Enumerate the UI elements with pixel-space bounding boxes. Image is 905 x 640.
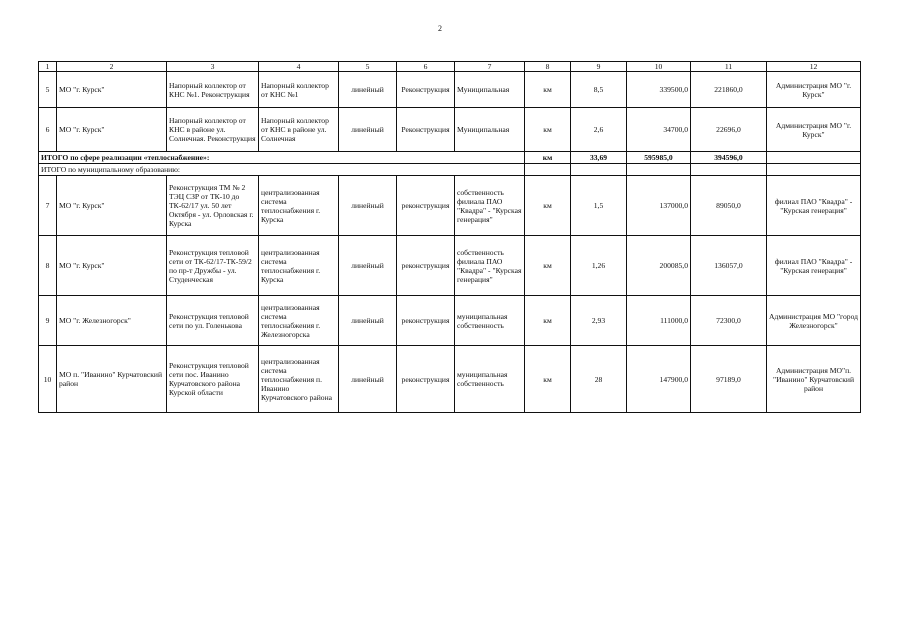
- event-name: Напорный коллектор от КНС №1. Реконструкция: [167, 72, 259, 108]
- object-kind: линейный: [339, 296, 397, 346]
- municipality: МО "г. Железногорск": [57, 296, 167, 346]
- ownership: собственность филиала ПАО "Квадра" - "Курская генерация": [455, 236, 525, 296]
- event-name: Реконструкция ТМ № 2 ТЭЦ СЗР от ТК-10 до ТК-62/17 ул. 50 лет Октября - ул. Орловская г. Курска: [167, 176, 259, 236]
- event-name: Реконструкция тепловой сети по ул. Голенькова: [167, 296, 259, 346]
- col-header: 4: [259, 62, 339, 72]
- page-number: 2: [438, 24, 442, 33]
- table-row: [39, 236, 861, 296]
- other-value: 136057,0: [691, 236, 767, 296]
- col-header: 5: [339, 62, 397, 72]
- work-type: Реконструкция: [397, 72, 455, 108]
- owner: Администрация МО "г. Курск": [767, 72, 861, 108]
- length: 1,26: [571, 236, 627, 296]
- col-header: 9: [571, 62, 627, 72]
- row-number: 7: [39, 176, 57, 236]
- ownership: муниципальная собственность: [455, 346, 525, 413]
- length: 28: [571, 346, 627, 413]
- total-length: 33,69: [571, 152, 627, 164]
- object-kind: линейный: [339, 108, 397, 152]
- col-header: 7: [455, 62, 525, 72]
- object-name: Напорный коллектор от КНС №1: [259, 72, 339, 108]
- cost: 111000,0: [627, 296, 691, 346]
- object-name: Напорный коллектор от КНС в районе ул. Солнечная: [259, 108, 339, 152]
- unit: км: [525, 236, 571, 296]
- row-number: 6: [39, 108, 57, 152]
- row-number: 5: [39, 72, 57, 108]
- row-number: 10: [39, 346, 57, 413]
- cost: 200085,0: [627, 236, 691, 296]
- owner: филиал ПАО "Квадра" -"Курская генерация": [767, 176, 861, 236]
- other-value: 22696,0: [691, 108, 767, 152]
- work-type: реконструкция: [397, 296, 455, 346]
- length: 2,6: [571, 108, 627, 152]
- cost: 147900,0: [627, 346, 691, 413]
- total-sphere-row: [39, 152, 861, 164]
- work-type: реконструкция: [397, 176, 455, 236]
- event-name: Реконструкция тепловой сети от ТК-62/17-ТК-59/2 по пр-т Дружбы - ул. Студенческая: [167, 236, 259, 296]
- ownership: Муниципальная: [455, 108, 525, 152]
- total-unit: км: [525, 152, 571, 164]
- col-header: 2: [57, 62, 167, 72]
- unit: км: [525, 296, 571, 346]
- owner: филиал ПАО "Квадра" -"Курская генерация": [767, 236, 861, 296]
- unit: км: [525, 72, 571, 108]
- other-value: 72300,0: [691, 296, 767, 346]
- object-name: централизованная система теплоснабжения п. Иванино Курчатовского района: [259, 346, 339, 413]
- col-header: 11: [691, 62, 767, 72]
- event-name: Напорный коллектор от КНС в районе ул. Солнечная. Реконструкция: [167, 108, 259, 152]
- total-cost: 595985,0: [627, 152, 691, 164]
- municipality: МО "г. Курск": [57, 236, 167, 296]
- total-sphere-label: ИТОГО по сфере реализации «теплоснабжение»:: [39, 152, 525, 164]
- work-type: реконструкция: [397, 346, 455, 413]
- owner: Администрация МО "город Железногорск": [767, 296, 861, 346]
- unit: км: [525, 346, 571, 413]
- event-name: Реконструкция тепловой сети пос. Иванино Курчатовского района Курской области: [167, 346, 259, 413]
- work-type: Реконструкция: [397, 108, 455, 152]
- row-number: 8: [39, 236, 57, 296]
- cost: 137000,0: [627, 176, 691, 236]
- column-number-row: [39, 62, 861, 72]
- object-name: централизованная система теплоснабжения г. Железногорска: [259, 296, 339, 346]
- col-header: 6: [397, 62, 455, 72]
- owner: Администрация МО"п. "Иванино" Курчатовский район: [767, 346, 861, 413]
- col-header: 3: [167, 62, 259, 72]
- ownership: муниципальная собственность: [455, 296, 525, 346]
- length: 1,5: [571, 176, 627, 236]
- unit: км: [525, 108, 571, 152]
- municipality: МО "г. Курск": [57, 72, 167, 108]
- other-value: 221860,0: [691, 72, 767, 108]
- total-mo-label: ИТОГО по муниципальному образованию:: [39, 164, 525, 176]
- municipality: МО "г. Курск": [57, 176, 167, 236]
- other-value: 97189,0: [691, 346, 767, 413]
- work-type: реконструкция: [397, 236, 455, 296]
- municipality: МО "г. Курск": [57, 108, 167, 152]
- col-header: 12: [767, 62, 861, 72]
- object-kind: линейный: [339, 236, 397, 296]
- cost: 34700,0: [627, 108, 691, 152]
- object-kind: линейный: [339, 176, 397, 236]
- length: 8,5: [571, 72, 627, 108]
- col-header: 8: [525, 62, 571, 72]
- unit: км: [525, 176, 571, 236]
- ownership: Муниципальная: [455, 72, 525, 108]
- other-value: 89050,0: [691, 176, 767, 236]
- table-row: [39, 296, 861, 346]
- col-header: 1: [39, 62, 57, 72]
- total-mo-row: [39, 164, 861, 176]
- table-row: [39, 108, 861, 152]
- object-kind: линейный: [339, 72, 397, 108]
- investment-table: [38, 61, 861, 413]
- total-other: 394596,0: [691, 152, 767, 164]
- object-name: централизованная система теплоснабжения г. Курска: [259, 236, 339, 296]
- municipality: МО п. "Иванино" Курчатовский район: [57, 346, 167, 413]
- ownership: собственность филиала ПАО "Квадра" - "Курская генерация": [455, 176, 525, 236]
- table-row: [39, 176, 861, 236]
- cost: 339500,0: [627, 72, 691, 108]
- object-name: централизованная система теплоснабжения г. Курска: [259, 176, 339, 236]
- object-kind: линейный: [339, 346, 397, 413]
- table-row: [39, 346, 861, 413]
- col-header: 10: [627, 62, 691, 72]
- table-row: [39, 72, 861, 108]
- row-number: 9: [39, 296, 57, 346]
- owner: Администрация МО "г. Курск": [767, 108, 861, 152]
- length: 2,93: [571, 296, 627, 346]
